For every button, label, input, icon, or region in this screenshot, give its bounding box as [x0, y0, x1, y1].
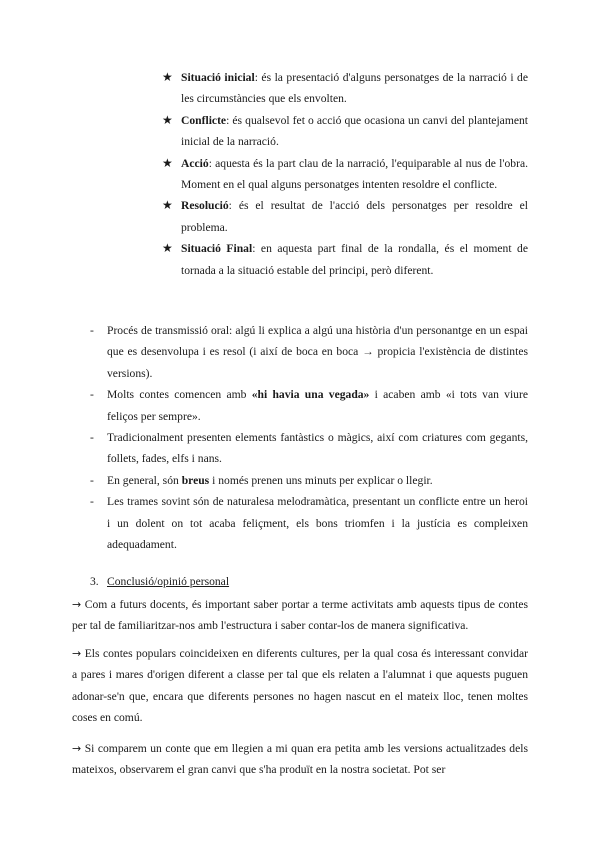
definition: : és qualsevol fet o acció que ocasiona un canvi del plantejament inicial de la narració.	[181, 113, 528, 149]
dash-bullet: -	[90, 473, 94, 487]
characteristics-list	[90, 320, 528, 555]
list-item	[162, 153, 528, 196]
arrow-icon: →	[72, 598, 82, 611]
section-heading	[90, 571, 229, 592]
list-item	[90, 470, 528, 491]
list-item	[90, 384, 528, 427]
dash-bullet: -	[90, 495, 94, 509]
item-text: Les trames sovint són de naturalesa melodramàtica, presentant un conflicte entre un heroi i un dolent on tot acaba feliçment, els bons triomfen i la justícia es compleixen adequadament.	[107, 495, 528, 552]
star-icon: ★	[162, 70, 173, 84]
list-item	[162, 67, 528, 110]
term: Conflicte	[181, 113, 227, 127]
paragraph-text: Els contes populars coincideixen en diferents cultures, per la qual cosa és interessant convidar a pares i mares d'origen diferent a classe per tal que els relaten a l'alumnat i que aquests puguen adonar-se'n que, encara que diferents persones no hagen nascut en el mateix lloc, tenen moltes coses en comú.	[72, 647, 528, 725]
star-icon: ★	[162, 155, 173, 170]
paragraph-text: Si comparem un conte que em llegien a mi quan era petita amb les versions actualitzades dels mateixos, observarem el gran canvi que s'ha produït en la nostra societat. Pot ser	[72, 742, 528, 777]
list-item	[90, 320, 528, 384]
term: Acció	[181, 156, 209, 170]
paragraph	[72, 594, 528, 637]
dash-bullet: -	[90, 324, 94, 337]
item-text: En general, són	[107, 473, 182, 487]
definition: : en aquesta part final de la rondalla, és el moment de tornada a la situació estable del principi, però diferent.	[181, 242, 528, 277]
item-text: i acaben amb «i tots van viure feliços per sempre».	[107, 388, 528, 423]
list-item	[162, 195, 528, 238]
definition: : és la presentació d'alguns personatges de la narració i de les circumstàncies que els envolten.	[181, 71, 528, 106]
list-item	[162, 110, 528, 153]
arrow-icon: →	[72, 647, 82, 660]
list-item	[90, 491, 528, 555]
item-bold: breus	[181, 473, 210, 487]
section-title: Conclusió/opinió personal	[107, 575, 230, 588]
term: Situació inicial	[181, 71, 255, 84]
item-text: Procés de transmissió oral: algú li explica a algú una història d'un personantge en un espai que es desenvolupa i es resol (i així de boca en boca → propicia l'existència de distintes versions).	[107, 324, 528, 380]
term: Situació Final	[181, 242, 253, 256]
story-structure-list	[162, 67, 528, 281]
star-icon: ★	[162, 198, 173, 213]
list-item	[90, 427, 528, 470]
item-text: Molts contes comencen amb	[107, 388, 252, 402]
item-bold: «hi havia una vegada»	[251, 388, 370, 402]
term: Resolució	[181, 199, 229, 213]
paragraph-text: Com a futurs docents, és important saber portar a terme activitats amb aquests tipus de contes per tal de familiaritzar-nos amb l'estructura i saber contar-los de manera significativa.	[72, 598, 528, 633]
paragraph	[72, 738, 528, 781]
star-icon: ★	[162, 112, 173, 127]
item-text: Tradicionalment presenten elements fantàstics o màgics, així com criatures com gegants, follets, fades, elfs i nans.	[107, 431, 528, 466]
arrow-icon: →	[72, 742, 82, 755]
dash-bullet: -	[90, 388, 94, 402]
section-number: 3.	[90, 575, 99, 588]
item-text: i només prenen uns minuts per explicar o llegir.	[209, 473, 433, 487]
list-item	[162, 238, 528, 281]
dash-bullet: -	[90, 431, 94, 445]
definition: : és el resultat de l'acció dels personatges per resoldre el problema.	[181, 199, 528, 234]
paragraph	[72, 643, 528, 729]
definition: : aquesta és la part clau de la narració, l'equiparable al nus de l'obra. Moment en el qual alguns personatges intenten resoldre el conflicte.	[181, 156, 528, 192]
star-icon: ★	[162, 241, 173, 256]
